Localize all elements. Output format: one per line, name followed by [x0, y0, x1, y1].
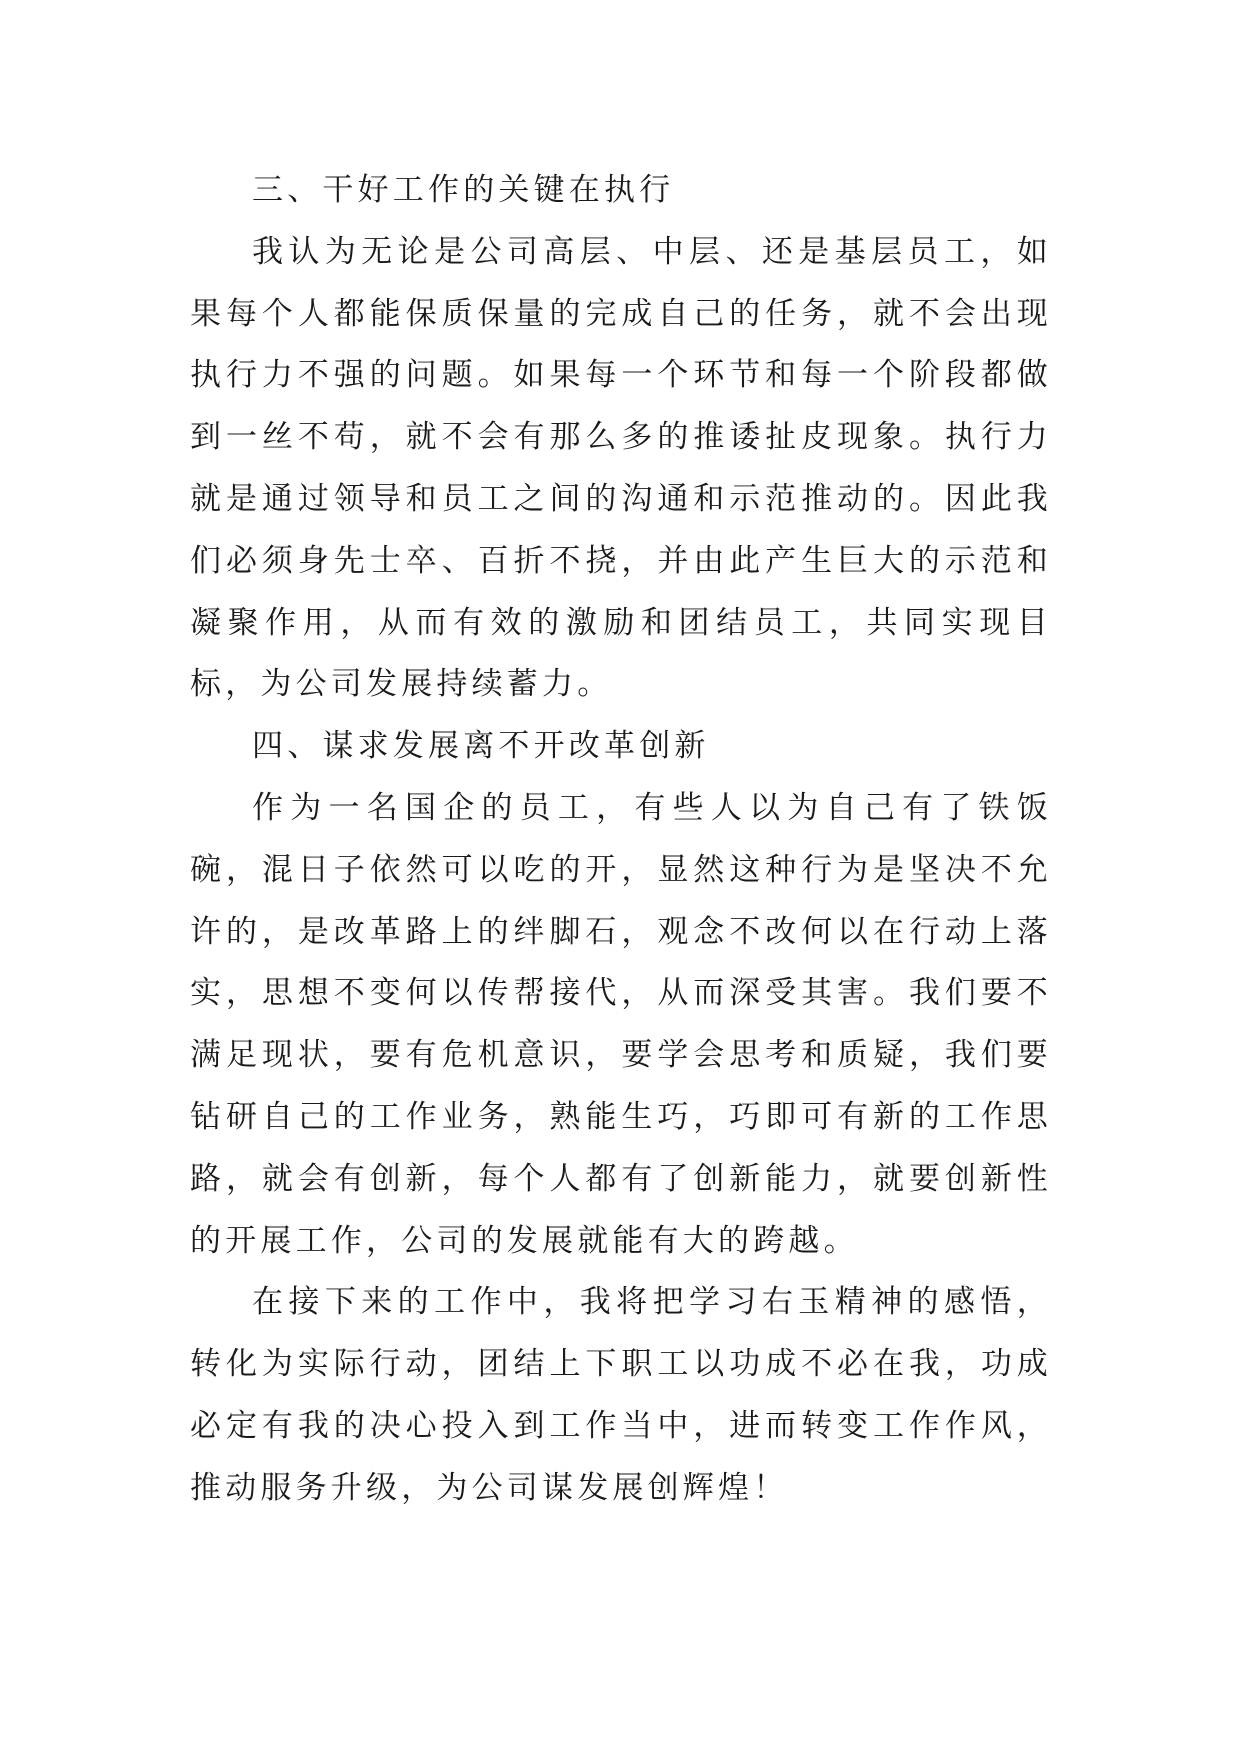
section-paragraph-4: 作为一名国企的员工，有些人以为自己有了铁饭碗，混日子依然可以吃的开，显然这种行为是坚决不允许的，是改革路上的绊脚石，观念不改何以在行动上落实，思想不变何以传帮接代，从而深受其害。我们要不满足现状，要有危机意识，要学会思考和质疑，我们要钻研自己的工作业务，熟能生巧，巧即可有新的工作思路，就会有创新，每个人都有了创新能力，就要创新性的开展工作，公司的发展就能有大的跨越。	[190, 789, 1052, 1259]
section-heading-4: 四、谋求发展离不开改革创新	[252, 728, 710, 765]
section-heading-3: 三、干好工作的关键在执行	[252, 172, 675, 208]
document-body	[190, 160, 1052, 1520]
closing-paragraph: 在接下来的工作中，我将把学习右玉精神的感悟，转化为实际行动，团结上下职工以功成不必在我，功成必定有我的决心投入到工作当中，进而转变工作作风，推动服务升级，为公司谋发展创辉煌！	[190, 1284, 1052, 1506]
section-paragraph-3: 我认为无论是公司高层、中层、还是基层员工，如果每个人都能保质保量的完成自己的任务，就不会出现执行力不强的问题。如果每一个环节和每一个阶段都做到一丝不苟，就不会有那么多的推诿扯皮现象。执行力就是通过领导和员工之间的沟通和示范推动的。因此我们必须身先士卒、百折不挠，并由此产生巨大的示范和凝聚作用，从而有效的激励和团结员工，共同实现目标，为公司发展持续蓄力。	[190, 233, 1052, 703]
